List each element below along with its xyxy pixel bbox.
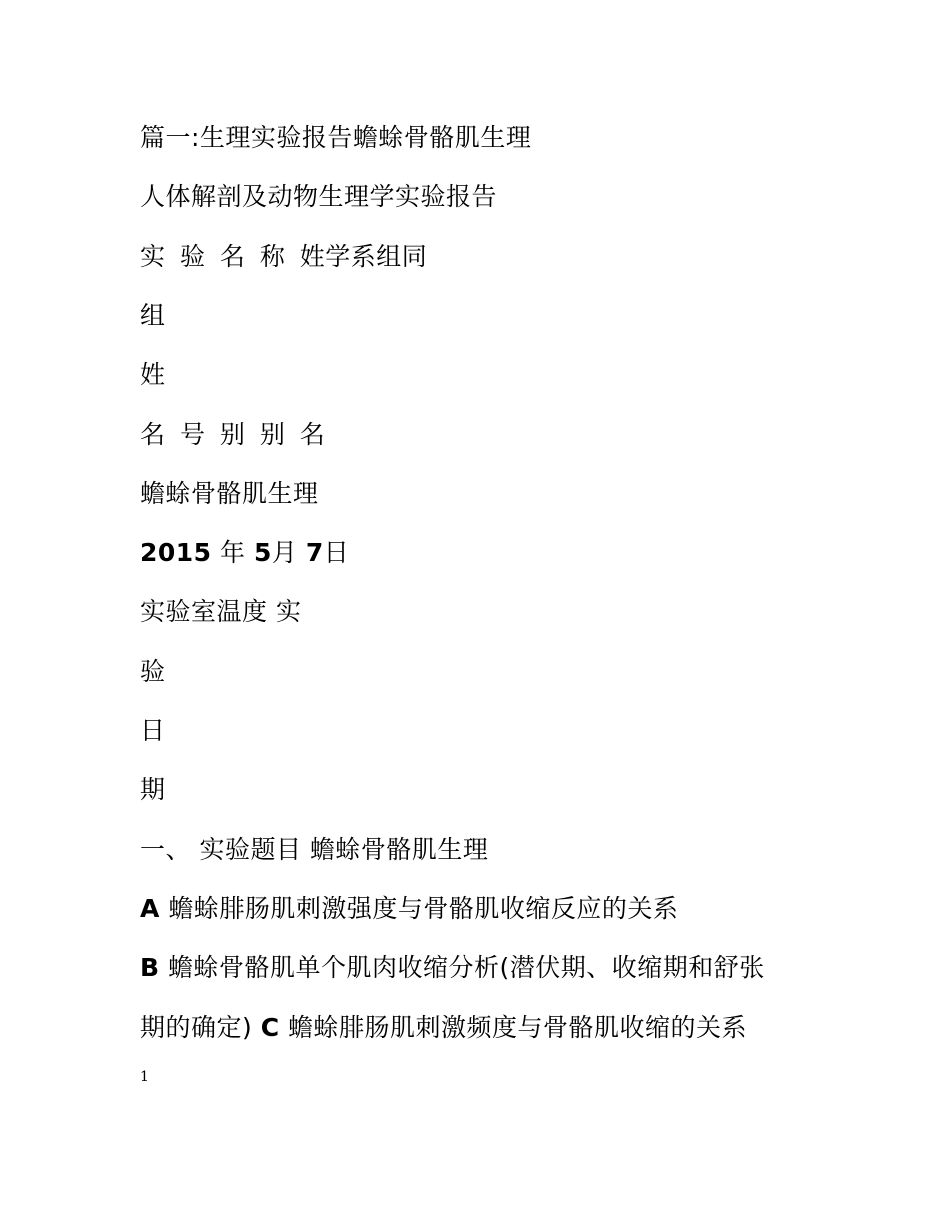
item-a — [140, 893, 678, 925]
item-b-continuation — [140, 1012, 747, 1044]
date-year-char: 年 — [220, 538, 246, 567]
item-b-letter: B — [140, 953, 160, 982]
experiment-name: 蟾蜍骨骼肌生理 — [140, 479, 319, 508]
experiment-date — [140, 537, 349, 569]
date-year: 2015 — [140, 538, 212, 567]
item-b — [140, 952, 765, 984]
form-label-char: 组 — [140, 301, 166, 330]
form-field-labels: 名 号 别 别 名 — [140, 420, 326, 449]
form-field-labels: 实 验 名 称 姓学系组同 — [140, 242, 428, 271]
lab-temperature-label: 实验室温度 实 — [140, 597, 302, 626]
date-day: 7 — [305, 538, 324, 567]
form-label-char: 日 — [140, 716, 166, 745]
item-c-letter: C — [260, 1013, 280, 1042]
item-c-text: 蟾蜍腓肠肌刺激频度与骨骼肌收缩的关系 — [288, 1013, 748, 1042]
form-label-char: 期 — [140, 775, 166, 804]
date-month: 5 — [254, 538, 272, 567]
heading-line: 篇一:生理实验报告蟾蜍骨骼肌生理 — [140, 123, 532, 152]
page-number: 1 — [140, 1069, 149, 1085]
item-a-letter: A — [140, 894, 160, 923]
report-title: 人体解剖及动物生理学实验报告 — [140, 182, 498, 211]
form-label-char: 验 — [140, 657, 166, 686]
item-b-text-end: 期的确定) — [140, 1013, 253, 1042]
item-a-text: 蟾蜍腓肠肌刺激强度与骨骼肌收缩反应的关系 — [168, 894, 679, 923]
form-label-char: 姓 — [140, 360, 166, 389]
date-day-char: 日 — [323, 538, 350, 567]
section-heading: 一、 实验题目 蟾蜍骨骼肌生理 — [140, 835, 489, 864]
item-b-text: 蟾蜍骨骼肌单个肌肉收缩分析(潜伏期、收缩期和舒张 — [168, 953, 765, 982]
date-month-char: 月 — [271, 538, 298, 567]
